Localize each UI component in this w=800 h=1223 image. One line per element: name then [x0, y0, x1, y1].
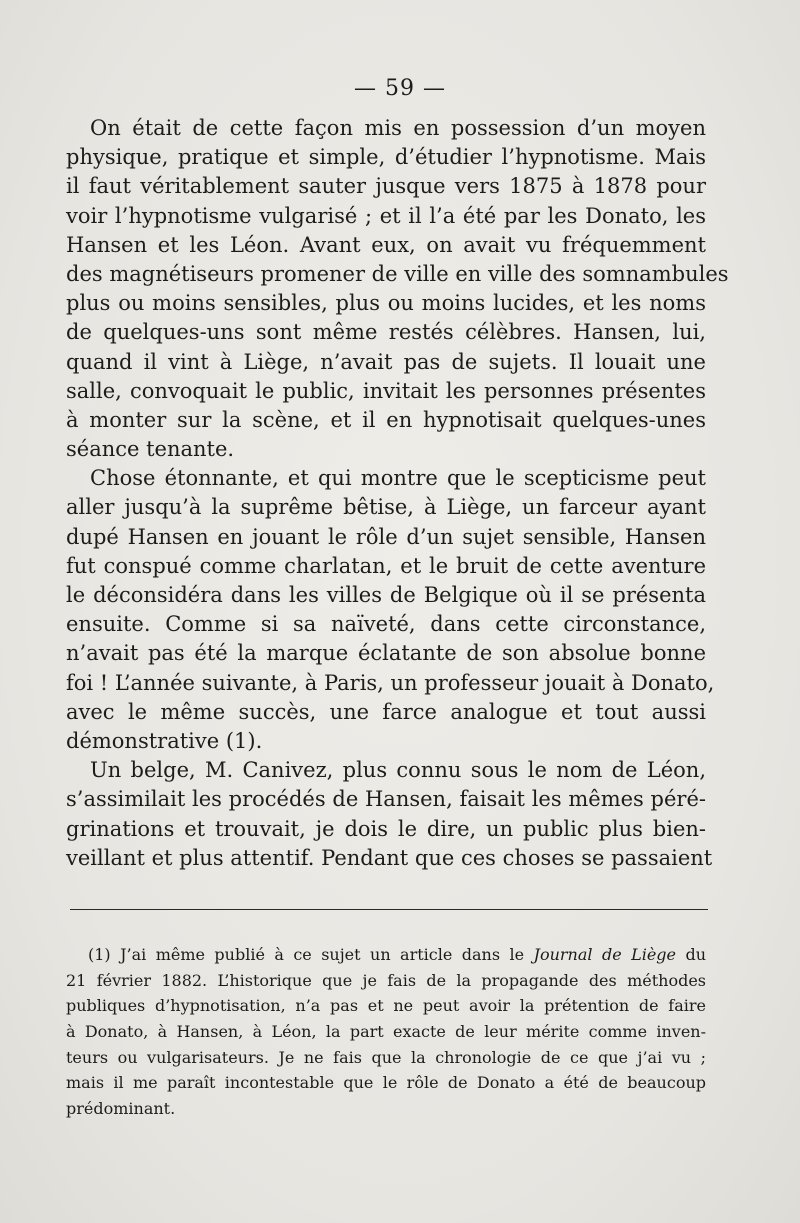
- text-line: dupé Hansen en jouant le rôle d’un sujet sensible, Hansen: [66, 524, 706, 549]
- text-line: Chose étonnante, et qui montre que le scepticisme peut: [90, 466, 706, 491]
- footnote-line: à Donato, à Hansen, à Léon, la part exacte de leur mérite comme inven-: [66, 1022, 706, 1042]
- text-line: le déconsidéra dans les villes de Belgique où il se présenta: [66, 583, 706, 607]
- text-line: Un belge, M. Canivez, plus connu sous le nom de Léon,: [90, 758, 706, 783]
- text-line: s’assimilait les procédés de Hansen, faisait les mêmes péré-: [66, 787, 706, 812]
- footnote-line: mais il me paraît incontestable que le rôle de Donato a été de beaucoup: [66, 1073, 706, 1093]
- text-line: plus ou moins sensibles, plus ou moins lucides, et les noms: [66, 291, 706, 316]
- text-line: avec le même succès, une farce analogue et tout aussi: [66, 699, 706, 724]
- footnote-text: du: [676, 945, 707, 964]
- text-line: ensuite. Comme si sa naïveté, dans cette circonstance,: [66, 612, 706, 637]
- text-line: quand il vint à Liège, n’avait pas de sujets. Il louait une: [66, 349, 706, 374]
- body-text: [66, 114, 729, 873]
- text-line: à monter sur la scène, et il en hypnotisait quelques-unes: [66, 407, 706, 432]
- footnote-line: 21 février 1882. L’historique que je fais de la propagande des méthodes: [66, 970, 706, 990]
- text-line: grinations et trouvait, je dois le dire, un public plus bien-: [66, 816, 706, 841]
- text-line: physique, pratique et simple, d’étudier l’hypnotisme. Mais: [66, 145, 706, 170]
- text-line: On était de cette façon mis en possession d’un moyen: [90, 116, 706, 140]
- text-line: de quelques-uns sont même restés célèbres. Hansen, lui,: [66, 320, 706, 345]
- text-line: salle, convoquait le public, invitait les personnes présentes: [66, 378, 706, 403]
- text-line: des magnétiseurs promener de ville en ville des somnambules: [66, 261, 729, 286]
- page-number: — 59 —: [354, 76, 446, 101]
- text-line: n’avait pas été la marque éclatante de son absolue bonne: [66, 641, 706, 666]
- text-line: veillant et plus attentif. Pendant que ces choses se passaient: [66, 845, 713, 870]
- footnote-text: (1) J’ai même publié à ce sujet un article dans le: [88, 945, 534, 964]
- text-line: séance tenante.: [66, 437, 235, 462]
- journal-title: Journal de Liège: [533, 945, 677, 964]
- text-line: démonstrative (1).: [66, 728, 263, 753]
- footnote-line: teurs ou vulgarisateurs. Je ne fais que la chronologie de ce que j’ai vu ;: [66, 1047, 706, 1067]
- text-line: Hansen et les Léon. Avant eux, on avait vu fréquemment: [66, 232, 706, 257]
- footnote-line: [66, 942, 706, 968]
- footnote: [66, 942, 706, 1122]
- text-line: fut conspué comme charlatan, et le bruit de cette aventure: [66, 553, 706, 578]
- footnote-line: prédominant.: [66, 1099, 176, 1119]
- text-line: il faut véritablement sauter jusque vers 1875 à 1878 pour: [66, 174, 706, 199]
- footnote-line: publiques d’hypnotisation, n’a pas et ne peut avoir la prétention de faire: [66, 996, 706, 1016]
- text-line: voir l’hypnotisme vulgarisé ; et il l’a été par les Donato, les: [66, 203, 706, 228]
- text-line: foi ! L’année suivante, à Paris, un professeur jouait à Donato,: [66, 670, 715, 695]
- footnote-divider: [70, 909, 708, 910]
- text-line: aller jusqu’à la suprême bêtise, à Liège, un farceur ayant: [66, 495, 706, 520]
